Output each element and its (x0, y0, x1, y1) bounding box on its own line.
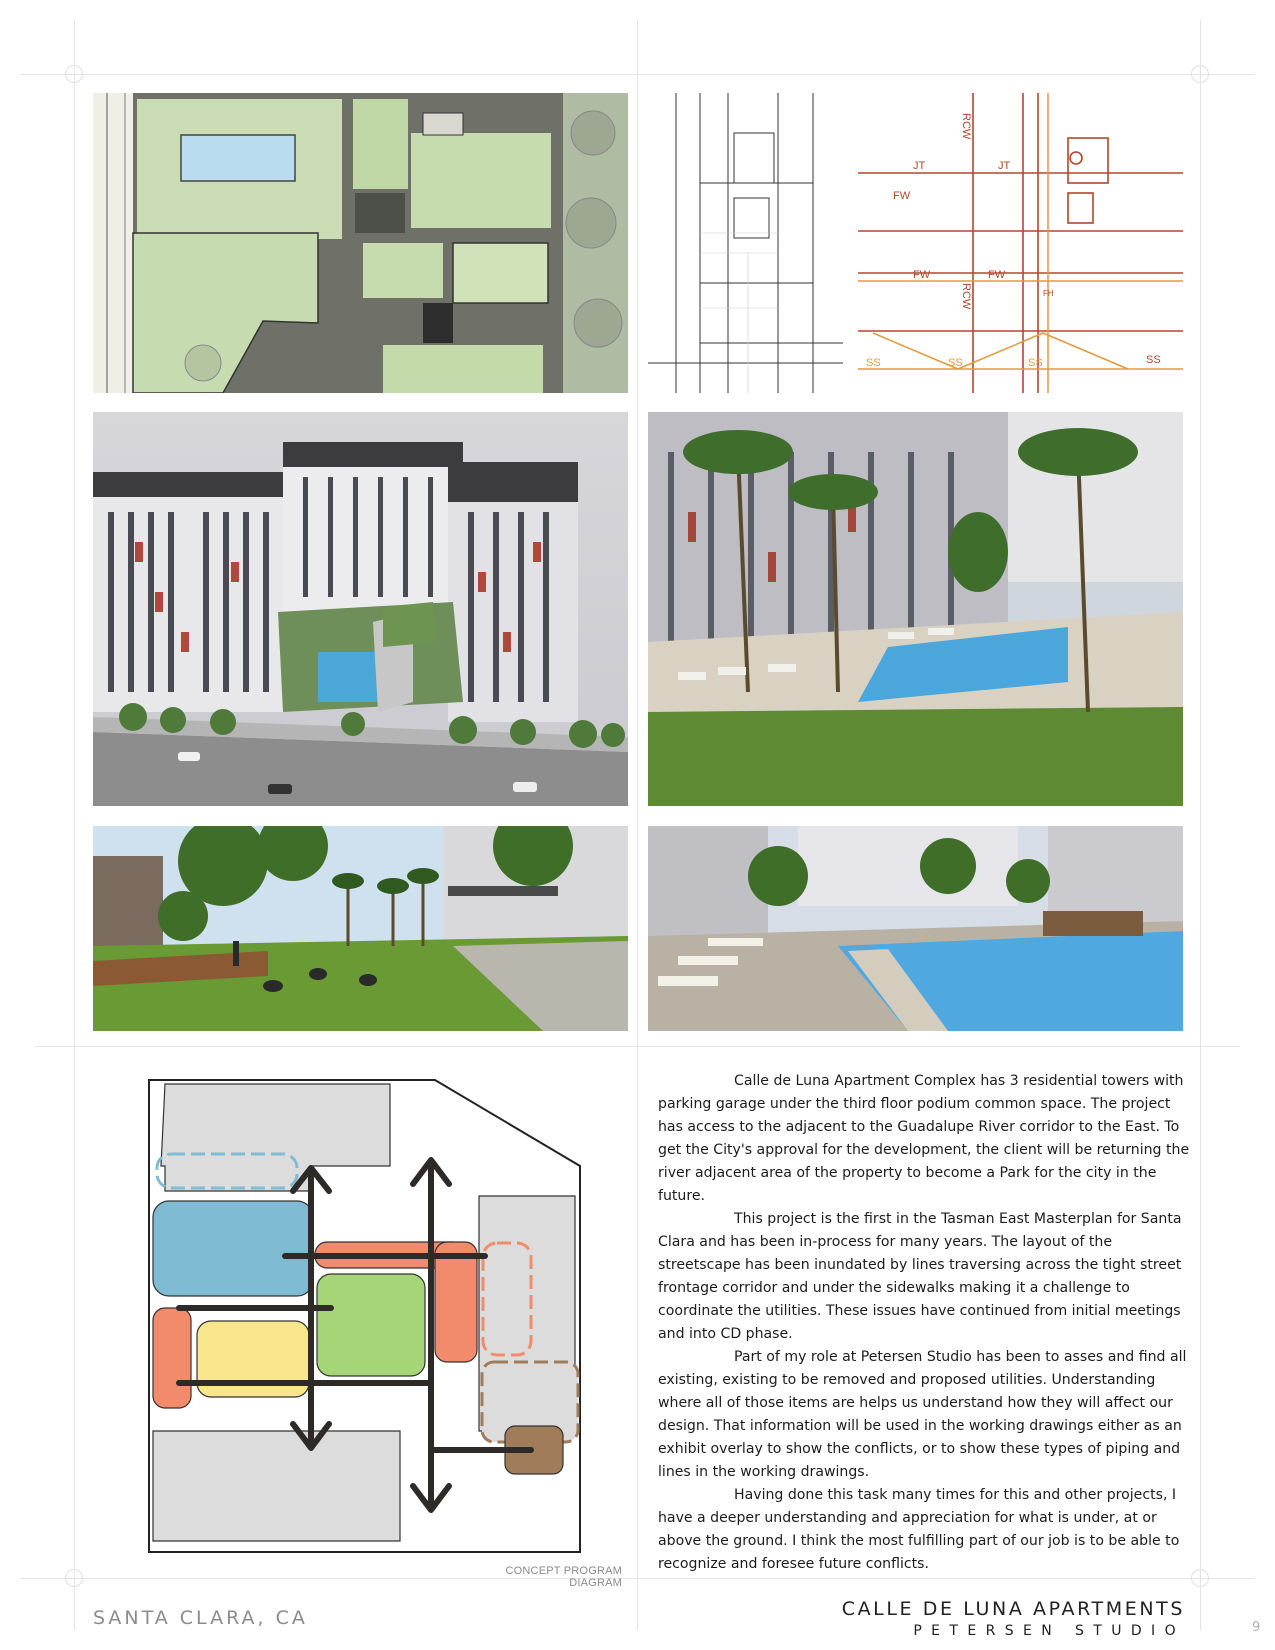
guide-line (74, 20, 75, 1630)
svg-text:RCW: RCW (960, 283, 972, 310)
aerial-rendering (93, 412, 628, 806)
registration-mark (65, 65, 83, 83)
paragraph: Part of my role at Petersen Studio has been to asses and find all existing, existing to be removed and proposed utilities. Understanding where all of those items are helps us understand how they will affect our design. That information will be used in the working drawings either as an exhibit overlay to show the conflicts, or to show these types of piping and lines in the working drawings. (658, 1349, 1187, 1480)
pool-rendering (648, 826, 1183, 1031)
registration-mark (65, 1569, 83, 1587)
diagram-caption: CONCEPT PROGRAM DIAGRAM (505, 1565, 622, 1589)
pool-deck-rendering (648, 412, 1183, 806)
utility-label-ss: SS (866, 357, 881, 369)
paragraph: This project is the first in the Tasman East Masterplan for Santa Clara and has been in-process for many years. The layout of the streetscape has been inundated by lines traversing across the tight street frontage corridor and under the sidewalks making it a challenge to coordinate the utilities. These issues have continued from initial meetings and into CD phase. (658, 1211, 1182, 1342)
utility-plan-drawing (648, 93, 1183, 393)
registration-mark (1191, 65, 1209, 83)
svg-text:FW: FW (988, 269, 1006, 281)
project-title: CALLE DE LUNA APARTMENTS (841, 1598, 1185, 1620)
guide-line (637, 20, 638, 1630)
guide-line (1200, 20, 1201, 1630)
project-location: SANTA CLARA, CA (93, 1607, 308, 1629)
utility-label-rcw: RCW (960, 113, 972, 140)
svg-text:SS: SS (1146, 354, 1161, 366)
concept-program-diagram (145, 1076, 585, 1556)
svg-text:SS: SS (948, 357, 963, 369)
svg-text:SS: SS (1028, 357, 1043, 369)
registration-mark (1191, 1569, 1209, 1587)
utility-label-fh: FH (1043, 289, 1054, 298)
paragraph: Calle de Luna Apartment Complex has 3 residential towers with parking garage under the third floor podium common space. The project has access to the adjacent to the Guadalupe River corridor to the East. To get the City's approval for the development, the client will be returning the river adjacent area of the property to become a Park for the city in the future. (658, 1073, 1190, 1204)
studio-name: PETERSEN STUDIO (913, 1623, 1185, 1639)
project-description (658, 1070, 1190, 1576)
utility-label-jt: JT (913, 160, 926, 172)
park-lawn-rendering (93, 826, 628, 1031)
landscape-site-plan (93, 93, 628, 393)
svg-text:FW: FW (913, 269, 931, 281)
paragraph: Having done this task many times for this and other projects, I have a deeper understanding and appreciation for what is under, at or above the ground. I think the most fulfilling part of our job is to be able to recognize and foresee future conflicts. (658, 1487, 1180, 1572)
svg-text:JT: JT (998, 160, 1011, 172)
utility-label-fw: FW (893, 190, 911, 202)
page-number: 9 (1252, 1620, 1261, 1635)
